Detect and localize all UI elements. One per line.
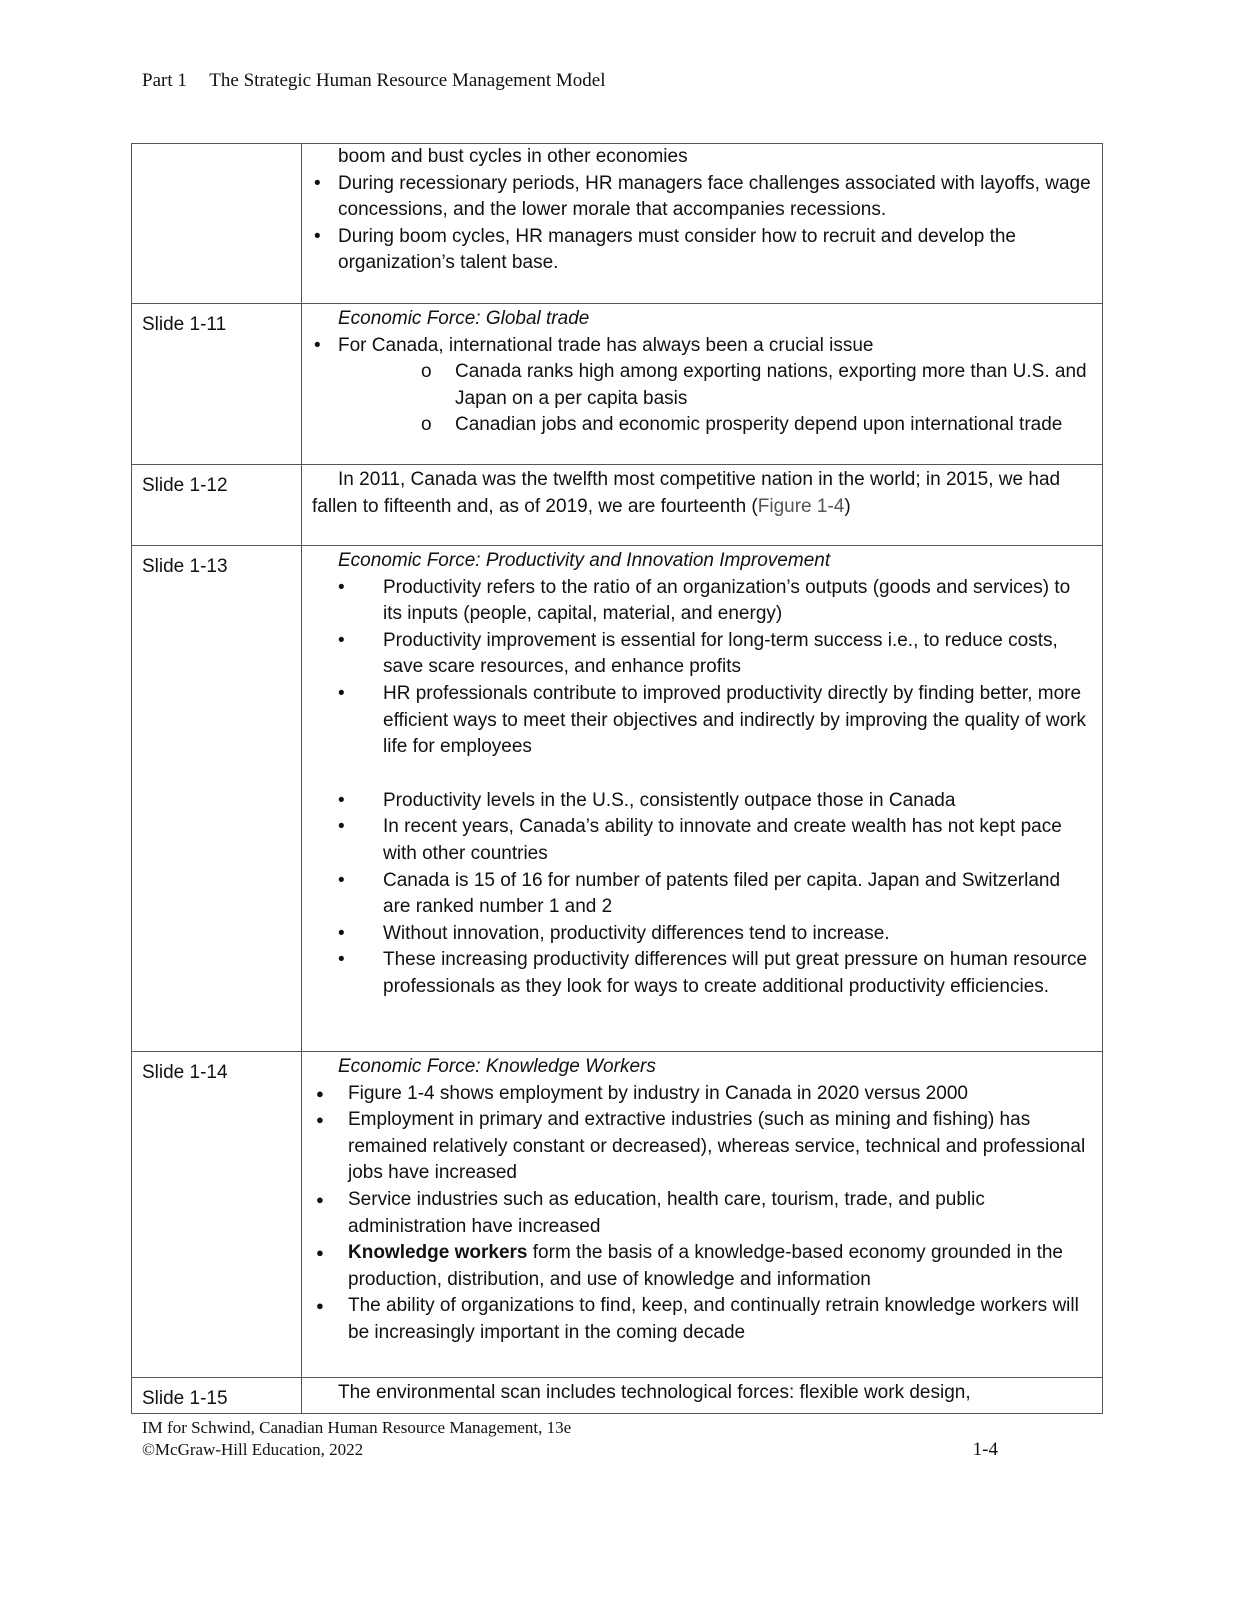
part-title: The Strategic Human Resource Management Model [209,70,606,91]
list-item: • During recessionary periods, HR managers face challenges associated with layoffs, wage concessions, and the lower morale that accompanies recessions. [312,171,1092,224]
slide-cell [132,1378,302,1414]
footer-copyright: ©McGraw-Hill Education, 2022 [142,1440,364,1459]
content-cell [302,144,1103,304]
slide-cell [132,546,302,1052]
slide-cell [132,465,302,546]
paragraph [312,467,1092,520]
list-item [312,1240,1092,1293]
page-footer [142,1417,998,1461]
list-item-text: form the basis of a knowledge-based economy grounded in the production, distribution, and use of knowledge and information [348,1242,1063,1290]
list-item: o Canada ranks high among exporting nations, exporting more than U.S. and Japan on a per capita basis [312,359,1092,412]
bullet-list [312,171,1092,277]
table-row [132,144,1103,304]
table-row [132,1052,1103,1378]
content-cell [302,465,1103,546]
list-item: ● Service industries such as education, health care, tourism, trade, and public administration have increased [312,1187,1092,1240]
slide-notes-table [131,143,1103,1414]
key-term: Knowledge workers [348,1242,528,1264]
list-item: • Productivity improvement is essential for long-term success i.e., to reduce costs, save scare resources, and enhance profits [312,628,1092,681]
paragraph-text: In 2011, Canada was the twelfth most competitive nation in the world; in 2015, we had fallen to fifteenth and, as of 2019, we are fourteenth ( [312,469,1061,517]
content-cell [302,304,1103,465]
page-number: 1-4 [972,1439,998,1460]
running-header [142,70,606,92]
table-row [132,546,1103,1052]
list-item: ● Employment in primary and extractive industries (such as mining and fishing) has remained relatively constant or decreased), whereas service, technical and professional jobs have increased [312,1107,1092,1187]
list-item: ● The ability of organizations to find, keep, and continually retrain knowledge workers will be increasingly important in the coming decade [312,1293,1092,1346]
list-item: • HR professionals contribute to improved productivity directly by finding better, more efficient ways to meet their objectives and indirectly by improving the quality of work life for employees [312,681,1092,761]
list-item: • For Canada, international trade has always been a crucial issue [312,333,1092,360]
continued-text: boom and bust cycles in other economies [338,146,688,167]
table-row [132,465,1103,546]
slide-label: Slide 1-12 [142,475,228,496]
content-cell [302,546,1103,1052]
list-item: • These increasing productivity differences will put great pressure on human resource professionals as they look for ways to create additional productivity efficiencies. [312,947,1092,1000]
list-item: • Without innovation, productivity differences tend to increase. [312,921,1092,948]
slide-label: Slide 1-13 [142,556,228,577]
slide-cell [132,304,302,465]
sub-bullet-list [312,359,1092,439]
paragraph: The environmental scan includes technological forces: flexible work design, [338,1382,971,1403]
slide-label: Slide 1-15 [142,1388,228,1409]
content-cell [302,1378,1103,1414]
figure-link[interactable]: Figure 1-4 [757,495,845,517]
bullet-list [312,788,1092,1001]
bullet-list [312,333,1092,360]
bullet-list [312,575,1092,761]
bullet-list [312,1081,1092,1347]
part-number: Part 1 [142,70,187,91]
paragraph-close: ) [844,495,851,517]
table-row [132,1378,1103,1414]
slide-label: Slide 1-11 [142,314,227,335]
list-item: ● Figure 1-4 shows employment by industry in Canada in 2020 versus 2000 [312,1081,1092,1108]
spacer [312,761,1092,788]
table-row [132,304,1103,465]
list-item: • Canada is 15 of 16 for number of patents filed per capita. Japan and Switzerland are ranked number 1 and 2 [312,868,1092,921]
list-item: • In recent years, Canada’s ability to innovate and create wealth has not kept pace with other countries [312,814,1092,867]
slide-cell [132,1052,302,1378]
section-heading: Economic Force: Productivity and Innovation Improvement [338,550,831,571]
slide-label: Slide 1-14 [142,1062,228,1083]
list-item: • During boom cycles, HR managers must consider how to recruit and develop the organization’s talent base. [312,224,1092,277]
list-item: o Canadian jobs and economic prosperity depend upon international trade [312,412,1092,439]
section-heading: Economic Force: Knowledge Workers [338,1056,656,1077]
list-item: • Productivity refers to the ratio of an organization’s outputs (goods and services) to its inputs (people, capital, material, and energy) [312,575,1092,628]
footer-source: IM for Schwind, Canadian Human Resource Management, 13e [142,1418,572,1437]
list-item: • Productivity levels in the U.S., consistently outpace those in Canada [312,788,1092,815]
slide-cell [132,144,302,304]
content-cell [302,1052,1103,1378]
section-heading: Economic Force: Global trade [338,308,590,329]
